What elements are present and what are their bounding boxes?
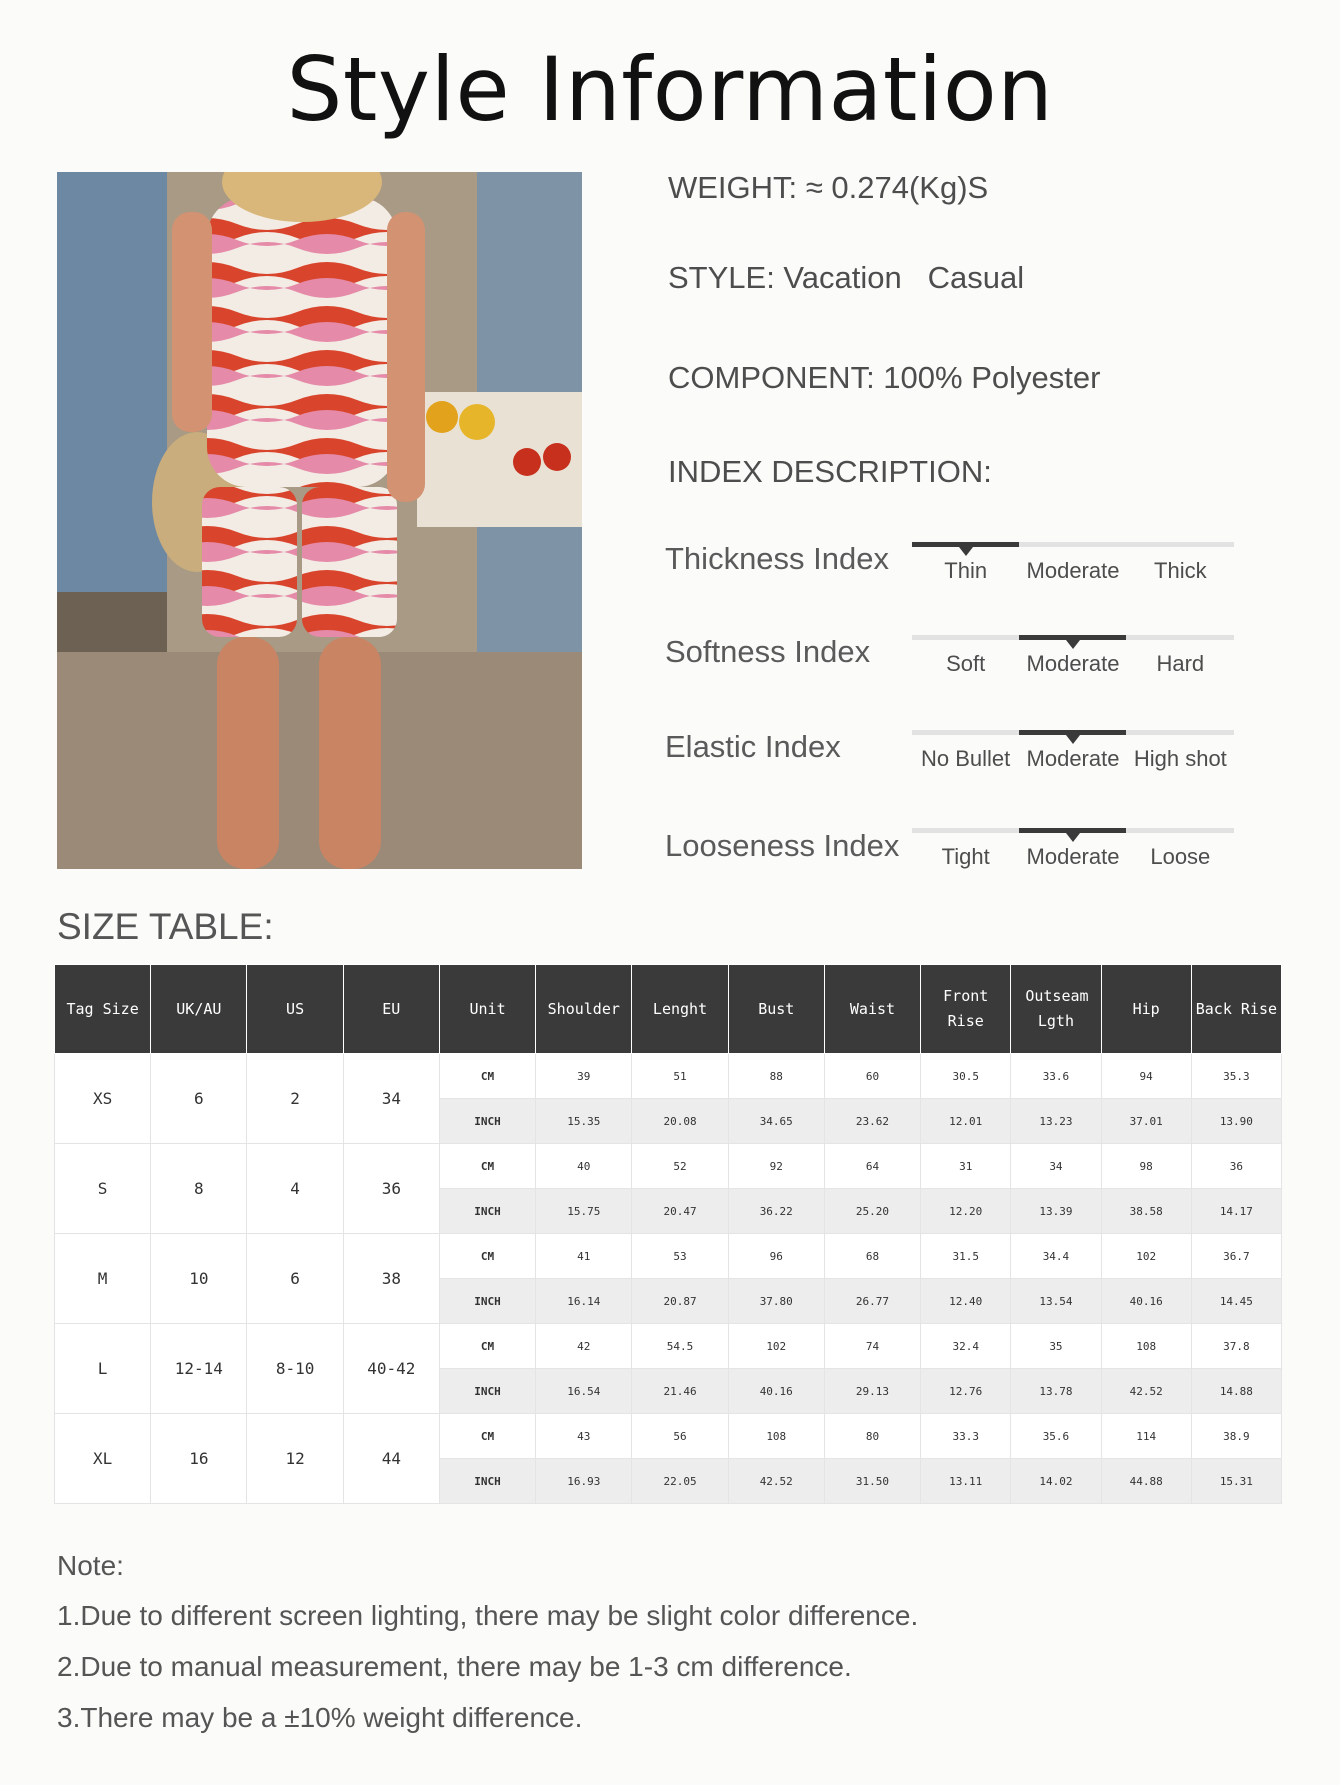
unit-cell: INCH (439, 1279, 535, 1324)
note-item: 3.There may be a ±10% weight difference. (57, 1702, 583, 1733)
measure-cell: 64 (824, 1144, 920, 1189)
measure-cell: 88 (728, 1054, 824, 1099)
unit-cell: INCH (439, 1099, 535, 1144)
size-eu-cell: 44 (343, 1414, 439, 1504)
measure-cell: 12.01 (921, 1099, 1011, 1144)
column-header: Lenght (632, 965, 728, 1054)
index-option: Loose (1150, 844, 1211, 869)
measure-cell: 14.88 (1191, 1369, 1281, 1414)
size-uk-cell: 8 (151, 1144, 247, 1234)
column-header: Waist (824, 965, 920, 1054)
column-header: Bust (728, 965, 824, 1054)
column-header: UK/AU (151, 965, 247, 1054)
measure-cell: 108 (728, 1414, 824, 1459)
measure-cell: 22.05 (632, 1459, 728, 1504)
index-option: Moderate (1026, 844, 1120, 869)
index-option: Thick (1154, 558, 1207, 583)
measure-cell: 42 (536, 1324, 632, 1369)
measure-cell: 14.45 (1191, 1279, 1281, 1324)
measure-cell: 38.9 (1191, 1414, 1281, 1459)
measure-cell: 14.17 (1191, 1189, 1281, 1234)
index-label: Elastic Index (665, 729, 841, 764)
measure-cell: 60 (824, 1054, 920, 1099)
measure-cell: 33.3 (921, 1414, 1011, 1459)
index-option: Moderate (1026, 651, 1120, 676)
index-scale (912, 730, 1234, 770)
size-us-cell: 4 (247, 1144, 343, 1234)
index-label: Thickness Index (665, 541, 889, 576)
size-uk-cell: 10 (151, 1234, 247, 1324)
measure-cell: 40.16 (728, 1369, 824, 1414)
measure-cell: 39 (536, 1054, 632, 1099)
index-option: Moderate (1026, 558, 1120, 583)
column-header: Back Rise (1191, 965, 1281, 1054)
measure-cell: 26.77 (824, 1279, 920, 1324)
measure-cell: 20.08 (632, 1099, 728, 1144)
measure-cell: 16.93 (536, 1459, 632, 1504)
column-header: Outseam Lgth (1011, 965, 1101, 1054)
measure-cell: 37.80 (728, 1279, 824, 1324)
index-option: Moderate (1026, 746, 1120, 771)
measure-cell: 13.39 (1011, 1189, 1101, 1234)
index-marker-icon (959, 547, 973, 556)
measure-cell: 12.40 (921, 1279, 1011, 1324)
note-heading: Note: (57, 1550, 124, 1581)
table-row (55, 1054, 1282, 1099)
measure-cell: 21.46 (632, 1369, 728, 1414)
index-option: Hard (1156, 651, 1205, 676)
size-uk-cell: 16 (151, 1414, 247, 1504)
unit-cell: CM (439, 1054, 535, 1099)
unit-cell: CM (439, 1414, 535, 1459)
product-photo-illustration (57, 172, 582, 869)
measure-cell: 94 (1101, 1054, 1191, 1099)
measure-cell: 74 (824, 1324, 920, 1369)
measure-cell: 53 (632, 1234, 728, 1279)
measure-cell: 98 (1101, 1144, 1191, 1189)
measure-cell: 15.31 (1191, 1459, 1281, 1504)
measure-cell: 42.52 (1101, 1369, 1191, 1414)
unit-cell: CM (439, 1234, 535, 1279)
index-option: Tight (941, 844, 990, 869)
measure-cell: 15.35 (536, 1099, 632, 1144)
measure-cell: 92 (728, 1144, 824, 1189)
size-us-cell: 12 (247, 1414, 343, 1504)
index-scale (912, 828, 1234, 868)
index-marker-icon (1066, 833, 1080, 842)
measure-cell: 36 (1191, 1144, 1281, 1189)
column-header: Tag Size (55, 965, 151, 1054)
unit-cell: CM (439, 1324, 535, 1369)
index-options (912, 651, 1234, 677)
measure-cell: 37.8 (1191, 1324, 1281, 1369)
measure-cell: 41 (536, 1234, 632, 1279)
index-option: Thin (944, 558, 988, 583)
index-option: Soft (946, 651, 986, 676)
column-header: Unit (439, 965, 535, 1054)
product-photo (57, 172, 582, 869)
index-heading: INDEX DESCRIPTION: (668, 454, 992, 489)
measure-cell: 32.4 (921, 1324, 1011, 1369)
measure-cell: 114 (1101, 1414, 1191, 1459)
column-header: Hip (1101, 965, 1191, 1054)
measure-cell: 34.4 (1011, 1234, 1101, 1279)
column-header: US (247, 965, 343, 1054)
measure-cell: 20.47 (632, 1189, 728, 1234)
index-option: No Bullet (921, 746, 1011, 771)
size-us-cell: 6 (247, 1234, 343, 1324)
table-row (55, 1234, 1282, 1279)
size-eu-cell: 36 (343, 1144, 439, 1234)
measure-cell: 35 (1011, 1324, 1101, 1369)
table-row (55, 1144, 1282, 1189)
size-eu-cell: 40-42 (343, 1324, 439, 1414)
size-uk-cell: 12-14 (151, 1324, 247, 1414)
size-us-cell: 8-10 (247, 1324, 343, 1414)
style-text: STYLE: Vacation Casual (668, 260, 1025, 295)
measure-cell: 13.54 (1011, 1279, 1101, 1324)
measure-cell: 68 (824, 1234, 920, 1279)
measure-cell: 16.54 (536, 1369, 632, 1414)
size-tag-cell: S (55, 1144, 151, 1234)
column-header: EU (343, 965, 439, 1054)
size-us-cell: 2 (247, 1054, 343, 1144)
measure-cell: 51 (632, 1054, 728, 1099)
measure-cell: 54.5 (632, 1324, 728, 1369)
measure-cell: 25.20 (824, 1189, 920, 1234)
index-options (912, 844, 1234, 870)
measure-cell: 23.62 (824, 1099, 920, 1144)
measure-cell: 80 (824, 1414, 920, 1459)
weight-text: WEIGHT: ≈ 0.274(Kg)S (668, 170, 989, 205)
measure-cell: 36.7 (1191, 1234, 1281, 1279)
measure-cell: 96 (728, 1234, 824, 1279)
index-label: Softness Index (665, 634, 871, 669)
size-tag-cell: M (55, 1234, 151, 1324)
size-uk-cell: 6 (151, 1054, 247, 1144)
measure-cell: 20.87 (632, 1279, 728, 1324)
column-header: Front Rise (921, 965, 1011, 1054)
size-table-heading: SIZE TABLE: (57, 906, 274, 947)
measure-cell: 40 (536, 1144, 632, 1189)
index-scale (912, 635, 1234, 675)
page-title: Style Information (286, 38, 1054, 141)
measure-cell: 31 (921, 1144, 1011, 1189)
measure-cell: 13.90 (1191, 1099, 1281, 1144)
measure-cell: 40.16 (1101, 1279, 1191, 1324)
index-option: High shot (1133, 746, 1227, 771)
measure-cell: 31.5 (921, 1234, 1011, 1279)
unit-cell: INCH (439, 1369, 535, 1414)
size-table-header (55, 965, 1282, 1054)
size-tag-cell: XL (55, 1414, 151, 1504)
size-eu-cell: 38 (343, 1234, 439, 1324)
component-text: COMPONENT: 100% Polyester (668, 360, 1101, 395)
measure-cell: 13.11 (921, 1459, 1011, 1504)
measure-cell: 13.78 (1011, 1369, 1101, 1414)
measure-cell: 12.20 (921, 1189, 1011, 1234)
measure-cell: 34 (1011, 1144, 1101, 1189)
index-options (912, 558, 1234, 584)
unit-cell: CM (439, 1144, 535, 1189)
measure-cell: 102 (728, 1324, 824, 1369)
measure-cell: 29.13 (824, 1369, 920, 1414)
size-table (54, 964, 1282, 1504)
measure-cell: 35.3 (1191, 1054, 1281, 1099)
measure-cell: 34.65 (728, 1099, 824, 1144)
measure-cell: 108 (1101, 1324, 1191, 1369)
index-marker-icon (1066, 735, 1080, 744)
note-item: 1.Due to different screen lighting, there may be slight color difference. (57, 1600, 919, 1631)
measure-cell: 13.23 (1011, 1099, 1101, 1144)
column-header: Shoulder (536, 965, 632, 1054)
measure-cell: 56 (632, 1414, 728, 1459)
measure-cell: 30.5 (921, 1054, 1011, 1099)
index-scale (912, 542, 1234, 582)
measure-cell: 44.88 (1101, 1459, 1191, 1504)
index-marker-icon (1066, 640, 1080, 649)
measure-cell: 36.22 (728, 1189, 824, 1234)
unit-cell: INCH (439, 1189, 535, 1234)
measure-cell: 42.52 (728, 1459, 824, 1504)
measure-cell: 12.76 (921, 1369, 1011, 1414)
measure-cell: 16.14 (536, 1279, 632, 1324)
size-eu-cell: 34 (343, 1054, 439, 1144)
size-tag-cell: XS (55, 1054, 151, 1144)
measure-cell: 33.6 (1011, 1054, 1101, 1099)
unit-cell: INCH (439, 1459, 535, 1504)
index-label: Looseness Index (665, 828, 900, 863)
measure-cell: 43 (536, 1414, 632, 1459)
measure-cell: 31.50 (824, 1459, 920, 1504)
measure-cell: 102 (1101, 1234, 1191, 1279)
measure-cell: 35.6 (1011, 1414, 1101, 1459)
table-row (55, 1414, 1282, 1459)
note-item: 2.Due to manual measurement, there may be 1-3 cm difference. (57, 1651, 852, 1682)
measure-cell: 14.02 (1011, 1459, 1101, 1504)
measure-cell: 37.01 (1101, 1099, 1191, 1144)
measure-cell: 38.58 (1101, 1189, 1191, 1234)
table-row (55, 1324, 1282, 1369)
measure-cell: 52 (632, 1144, 728, 1189)
size-tag-cell: L (55, 1324, 151, 1414)
index-options (912, 746, 1234, 772)
measure-cell: 15.75 (536, 1189, 632, 1234)
